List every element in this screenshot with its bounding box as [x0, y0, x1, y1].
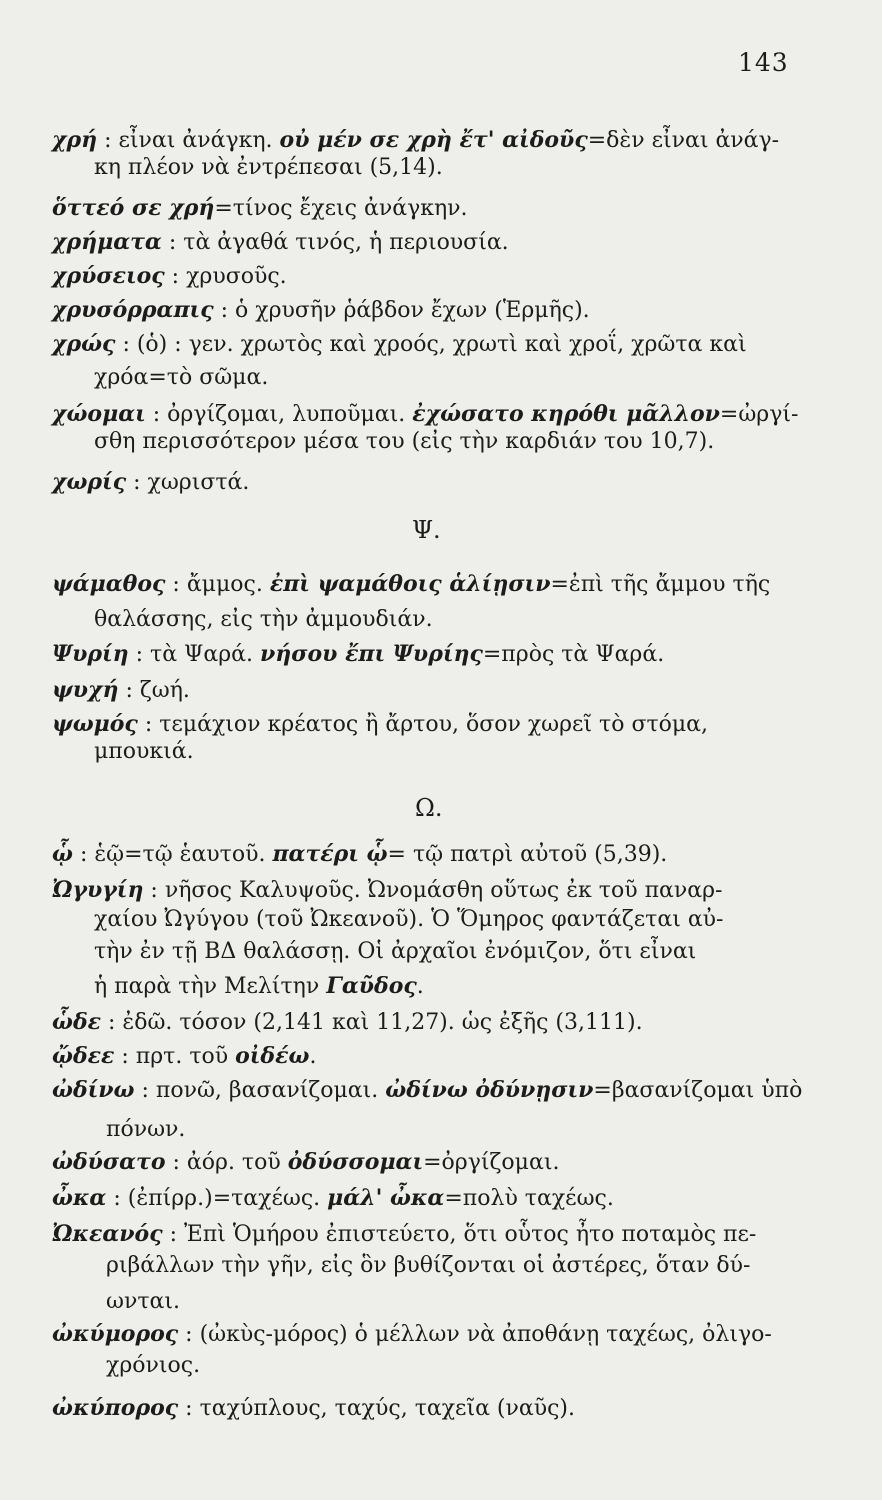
- text-line: [0, 676, 882, 705]
- headword: Ὠγυγίη: [52, 877, 144, 903]
- text-line: [0, 876, 882, 905]
- headword: ᾤδεε: [52, 1043, 115, 1069]
- text-line: [0, 738, 882, 766]
- text-line: [0, 1320, 882, 1349]
- text-line: [0, 400, 882, 429]
- headword: χρώς: [52, 331, 116, 357]
- headword: ὠδίνω ὀδύνῃσιν: [385, 1077, 594, 1103]
- text-line: [0, 296, 882, 325]
- text-line: [0, 840, 882, 869]
- definition-text: ριβάλλων τὴν γῆν, εἰς ὃν βυθίζονται οἱ ἀστέρες, ὅταν δύ-: [106, 1253, 751, 1278]
- definition-text: =ὀργίζομαι.: [423, 1150, 560, 1175]
- definition-text: .: [416, 974, 424, 999]
- text-line: [0, 710, 882, 739]
- definition-text: =δὲν εἶναι ἀνάγ-: [587, 128, 780, 153]
- definition-text: χαίου Ὠγύγου (τοῦ Ὠκεανοῦ). Ὁ Ὅμηρος φαντάζεται αὐ-: [94, 907, 724, 932]
- text-line: [0, 1184, 882, 1213]
- headword: ὠδύσατο: [52, 1149, 166, 1175]
- text-line: [0, 972, 882, 1001]
- headword: πατέρι ᾧ: [272, 841, 388, 867]
- definition-text: χρόνιος.: [106, 1353, 201, 1378]
- text-line: [0, 1116, 882, 1144]
- headword: Ὠκεανός: [52, 1221, 163, 1247]
- definition-text: : πρτ. τοῦ: [114, 1044, 236, 1069]
- headword: ὠκύμορος: [52, 1321, 179, 1347]
- definition-text: =ὠργί-: [719, 402, 799, 427]
- text-line: [0, 640, 882, 669]
- text-line: [0, 1076, 882, 1105]
- section-letter-omega: Ω.: [415, 794, 443, 822]
- definition-text: : τὰ Ψαρά.: [128, 642, 260, 667]
- headword: ὅττεό σε χρή: [52, 195, 215, 221]
- definition-text: : πονῶ, βασανίζομαι.: [134, 1078, 386, 1103]
- definition-text: =ἐπὶ τῆς ἄμμου τῆς: [550, 572, 771, 597]
- headword: ψυχή: [52, 677, 119, 703]
- headword: ὀδύσσομαι: [287, 1149, 424, 1175]
- text-line: [0, 228, 882, 257]
- text-line: [0, 262, 882, 291]
- headword: ὧδε: [52, 1009, 101, 1035]
- definition-text: : χωριστά.: [126, 470, 250, 495]
- definition-text: κη πλέον νὰ ἐντρέπεσαι (5,14).: [94, 155, 443, 180]
- definition-text: ωνται.: [106, 1289, 180, 1314]
- definition-text: : ἄμμος.: [165, 572, 270, 597]
- headword: ᾧ: [52, 841, 73, 867]
- headword: ἐπὶ ψαμάθοις ἁλίῃσιν: [269, 571, 551, 597]
- text-line: [0, 194, 882, 223]
- text-line: [0, 938, 882, 966]
- definition-text: : Ἐπὶ Ὁμήρου ἐπιστεύετο, ὅτι οὗτος ἦτο ποταμὸς πε-: [162, 1222, 757, 1247]
- definition-text: ἡ παρὰ τὴν Μελίτην: [94, 974, 327, 999]
- definition-text: .: [309, 1044, 317, 1069]
- text-line: [0, 570, 882, 599]
- definition-text: : τεμάχιον κρέατος ἢ ἄρτου, ὅσον χωρεῖ τὸ στόμα,: [137, 712, 709, 737]
- headword: οὐ μέν σε χρὴ ἔτ' αἰδοῦς: [279, 127, 588, 153]
- headword: ὠκύπορος: [52, 1395, 179, 1421]
- headword: χρύσειος: [52, 263, 165, 289]
- text-line: [0, 1394, 882, 1423]
- headword: ψάμαθος: [52, 571, 166, 597]
- definition-text: : ἀόρ. τοῦ: [165, 1150, 288, 1175]
- definition-text: =τίνος ἔχεις ἀνάγκην.: [214, 196, 468, 221]
- definition-text: τὴν ἐν τῇ ΒΔ θαλάσσῃ. Οἱ ἀρχαῖοι ἐνόμιζον, ὅτι εἶναι: [94, 939, 697, 964]
- text-line: [0, 126, 882, 155]
- headword: ὠδίνω: [52, 1077, 135, 1103]
- headword: ὦκα: [52, 1185, 107, 1211]
- definition-text: : ἑῷ=τῷ ἑαυτοῦ.: [72, 842, 273, 867]
- definition-text: : (ὁ) : γεν. χρωτὸς καὶ χροός, χρωτὶ καὶ χροΐ, χρῶτα καὶ: [115, 332, 747, 357]
- text-line: [0, 1352, 882, 1380]
- text-line: [0, 468, 882, 497]
- definition-text: : (ἐπίρρ.)=ταχέως.: [106, 1186, 328, 1211]
- definition-text: πόνων.: [106, 1117, 186, 1142]
- headword: οἰδέω: [235, 1043, 310, 1069]
- definition-text: : ταχύπλους, ταχύς, ταχεῖα (ναῦς).: [178, 1396, 576, 1421]
- text-line: [0, 154, 882, 182]
- headword: ψωμός: [52, 711, 138, 737]
- text-line: [0, 1288, 882, 1316]
- headword: χρυσόρραπις: [52, 297, 214, 323]
- text-line: [0, 906, 882, 934]
- definition-text: =πρὸς τὰ Ψαρά.: [482, 642, 665, 667]
- text-line: [0, 428, 882, 456]
- definition-text: : χρυσοῦς.: [164, 264, 287, 289]
- definition-text: σθη περισσότερον μέσα του (εἰς τὴν καρδιάν του 10,7).: [94, 429, 715, 454]
- text-line: [0, 1042, 882, 1071]
- text-line: [0, 606, 882, 634]
- text-line: [0, 1148, 882, 1177]
- section-letter-psi: Ψ.: [412, 516, 441, 544]
- headword: νήσου ἔπι Ψυρίης: [259, 641, 483, 667]
- definition-text: : νῆσος Καλυψοῦς. Ὠνομάσθη οὕτως ἐκ τοῦ παναρ-: [143, 878, 723, 903]
- headword: χρήματα: [52, 229, 162, 255]
- text-line: [0, 364, 882, 392]
- definition-text: θαλάσσης, εἰς τὴν ἀμμουδιάν.: [94, 607, 433, 632]
- headword: ἐχώσατο κηρόθι μᾶλλον: [412, 401, 720, 427]
- headword: Ψυρίη: [52, 641, 129, 667]
- definition-text: μπουκιά.: [94, 739, 194, 764]
- definition-text: =βασανίζομαι ὑπὸ: [593, 1078, 803, 1103]
- definition-text: : ὀργίζομαι, λυποῦμαι.: [145, 402, 413, 427]
- definition-text: = τῷ πατρὶ αὐτοῦ (5,39).: [387, 842, 668, 867]
- text-line: [0, 1008, 882, 1037]
- definition-text: : ζωή.: [118, 678, 190, 703]
- headword: χρή: [52, 127, 98, 153]
- headword: χωρίς: [52, 469, 127, 495]
- text-line: [0, 330, 882, 359]
- text-line: [0, 1252, 882, 1280]
- definition-text: : ὁ χρυσῆν ῥάβδον ἔχων (Ἑρμῆς).: [213, 298, 590, 323]
- definition-text: : τὰ ἀγαθά τινός, ἡ περιουσία.: [161, 230, 509, 255]
- headword: μάλ' ὦκα: [327, 1185, 445, 1211]
- text-line: [0, 1220, 882, 1249]
- page-number: 143: [738, 48, 789, 77]
- headword: χώομαι: [52, 401, 146, 427]
- definition-text: : εἶναι ἀνάγκη.: [97, 128, 280, 153]
- definition-text: χρόα=τὸ σῶμα.: [94, 365, 269, 390]
- headword: Γαῦδος: [326, 973, 417, 999]
- definition-text: : ἐδῶ. τόσον (2,141 καὶ 11,27). ὡς ἐξῆς (3,111).: [101, 1010, 643, 1035]
- definition-text: : (ὠκὺς-μόρος) ὁ μέλλων νὰ ἀποθάνῃ ταχέως, ὀλιγο-: [178, 1322, 772, 1347]
- definition-text: =πολὺ ταχέως.: [444, 1186, 614, 1211]
